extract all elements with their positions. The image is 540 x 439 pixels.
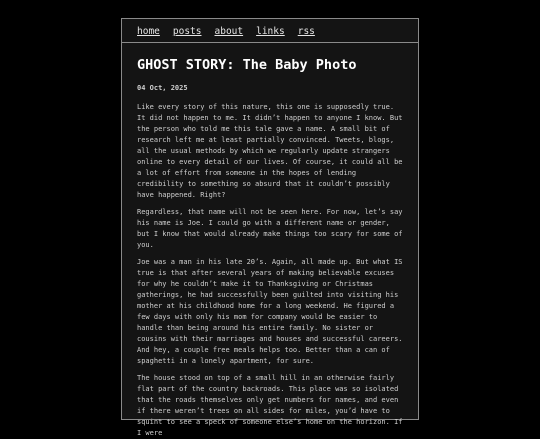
- nav-link-rss[interactable]: rss: [297, 25, 315, 37]
- post-paragraph: Like every story of this nature, this one is supposedly true. It did not happen to me. It didn’t happen to anyone I know. But the person who told me this tale gave a name. A small bit of research left me at least partially convinced. Tweets, blogs, all the usual methods by which we regularly update strangers online to every detail of our lives. Of course, it could all be a lot of effort from someone in the hopes of lending credibility to something so absurd that it couldn’t possibly have happened. Right?: [137, 103, 403, 199]
- page-frame: [121, 18, 419, 437]
- post-body: [137, 102, 403, 439]
- nav-link-links[interactable]: links: [256, 25, 285, 37]
- post-paragraph: Regardless, that name will not be seen here. For now, let’s say his name is Joe. I could go with a different name or gender, but I know that would already make things too scary for some of you.: [137, 208, 403, 249]
- post-paragraph: Joe was a man in his late 20’s. Again, all made up. But what IS true is that after several years of making believable excuses for why he couldn’t make it to Thanksgiving or Christmas gatherings, he had successfully been guilted into visiting his mother at his childhood home for a long weekend. He figured a few days with only his mom for company would be easier to handle than being around his entire family. No sister or cousins with their marriages and houses and successful careers. And hey, a couple free meals helps too. Better than a can of spaghetti in a lonely apartment, for sure.: [137, 258, 403, 365]
- post-paragraph: The house stood on top of a small hill in an otherwise fairly flat part of the country backroads. This place was so isolated that the roads themselves only get numbers for names, and even if there weren’t trees on all sides for miles, you’d have to squint to see a speck of someone else’s home on the horizon. If I were: [137, 374, 403, 437]
- post-title: GHOST STORY: The Baby Photo: [137, 57, 357, 73]
- article: [122, 55, 418, 439]
- nav-link-about[interactable]: about: [214, 25, 244, 37]
- nav-link-posts[interactable]: posts: [172, 25, 202, 37]
- post-date: 04 Oct, 2025: [137, 84, 188, 92]
- nav-link-home[interactable]: home: [137, 25, 160, 37]
- top-nav: [122, 19, 418, 43]
